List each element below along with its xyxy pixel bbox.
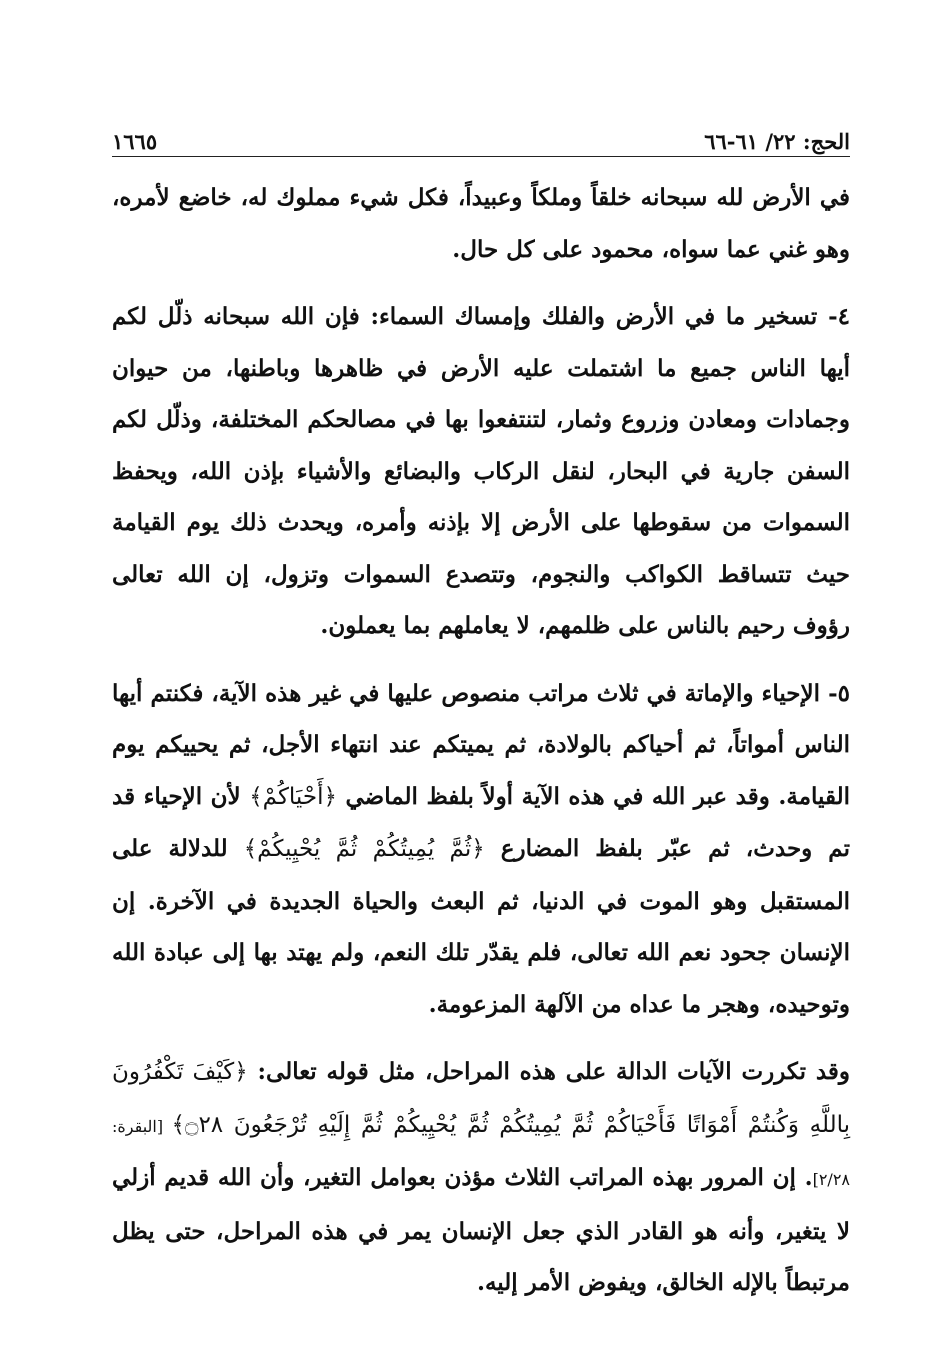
paragraph-gap	[112, 652, 850, 668]
page-number: ١٦٦٥	[112, 129, 158, 154]
surah-reference: الحج: ٢٢/ ٦١-٦٦	[704, 129, 850, 154]
paragraph-4	[112, 1046, 850, 1309]
paragraph-3-text-a: - الإحياء والإماتة في ثلاث مراتب منصوص عليها في غير هذه الآية، فكنتم أيها الناس أمواتاً، ثم أحياكم بالولادة، ثم يميتكم عند انتهاء الأجل، ثم يحييكم يوم القيامة. وقد عبر الله في هذه الآية أولاً بلفظ الماضي	[112, 679, 850, 810]
paragraph-3-text-b: لأن الإحياء قد تم وحدث، ثم عبّر بلفظ المضارع	[112, 782, 851, 862]
paragraph-2-text: - تسخير ما في الأرض والفلك وإمساك السماء: فإن الله سبحانه ذلّل لكم أيها الناس جميع ما اشتملت عليه الأرض في ظاهرها وباطنها، من حيوان وجمادات ومعادن وزروع وثمار، لتنتفعوا بها في مصالحكم المختلفة، وذلّل لكم السفن جارية في البحار، لنقل الركاب والبضائع والأشياء بإذن الله، ويحفظ السموات من سقوطها على الأرض إلا بإذنه وأمره، ويحدث ذلك يوم القيامة حيث تتساقط الكواكب والنجوم، وتتصدع السموات وتزول، إن الله تعالى رؤوف رحيم بالناس على ظلمهم، لا يعاملهم بما يعملون.	[112, 303, 850, 639]
item-number: ٥	[837, 679, 850, 707]
paragraph-1: في الأرض لله سبحانه خلقاً وملكاً وعبيداً، فكل شيء مملوك له، خاضع لأمره، وهو غني عما سواه، محمود على كل حال.	[112, 184, 850, 263]
paragraph-gap	[112, 275, 850, 291]
paragraph-3-text-c: للدلالة على المستقبل وهو الموت في الدنيا، ثم البعث والحياة الجديدة في الآخرة. إن الإنسان جحود نعم الله تعالى، فلم يقدّر تلك النعم، ولم يهتد بها إلى عبادة الله وتوحيده، وهجر ما عداه من الآلهة المزعومة.	[112, 835, 850, 1018]
paragraph-gap	[112, 1030, 850, 1046]
body-text	[112, 172, 850, 1309]
page-header	[112, 114, 850, 154]
paragraph-4-text-a: وقد تكررت الآيات الدالة على هذه المراحل، مثل قوله تعالى:	[247, 1058, 850, 1085]
quran-quote: ﴿ثُمَّ يُمِيتُكُمْ ثُمَّ يُحْيِيكُمْ﴾	[243, 836, 485, 862]
quran-quote: ﴿كَيْفَ تَكْفُرُونَ بِاللَّهِ وَكُنتُمْ أَمْوَاتًا فَأَحْيَاكُمْ ثُمَّ يُمِيتُكُمْ ثُمَّ يُحْيِيكُمْ ثُمَّ إِلَيْهِ تُرْجَعُونَ ۝٢٨﴾	[112, 1059, 851, 1138]
paragraph-3	[112, 668, 850, 1031]
quran-quote: ﴿أَحْيَاكُمْ﴾	[249, 783, 337, 810]
paragraph-2	[112, 291, 850, 652]
header-divider	[112, 156, 850, 157]
paragraph-4-text-b: . إن المرور بهذه المراتب الثلاث مؤذن بعوامل التغير، وأن الله قديم أزلي لا يتغير، وأنه هو القادر الذي جعل الإنسان يمر في هذه المراحل، حتى يظل مرتبطاً بالإله الخالق، ويفوض الأمر إليه.	[112, 1164, 850, 1296]
verse-reference: [البقرة: ٢/٢٨]	[112, 1116, 850, 1189]
item-number: ٤	[837, 303, 850, 330]
